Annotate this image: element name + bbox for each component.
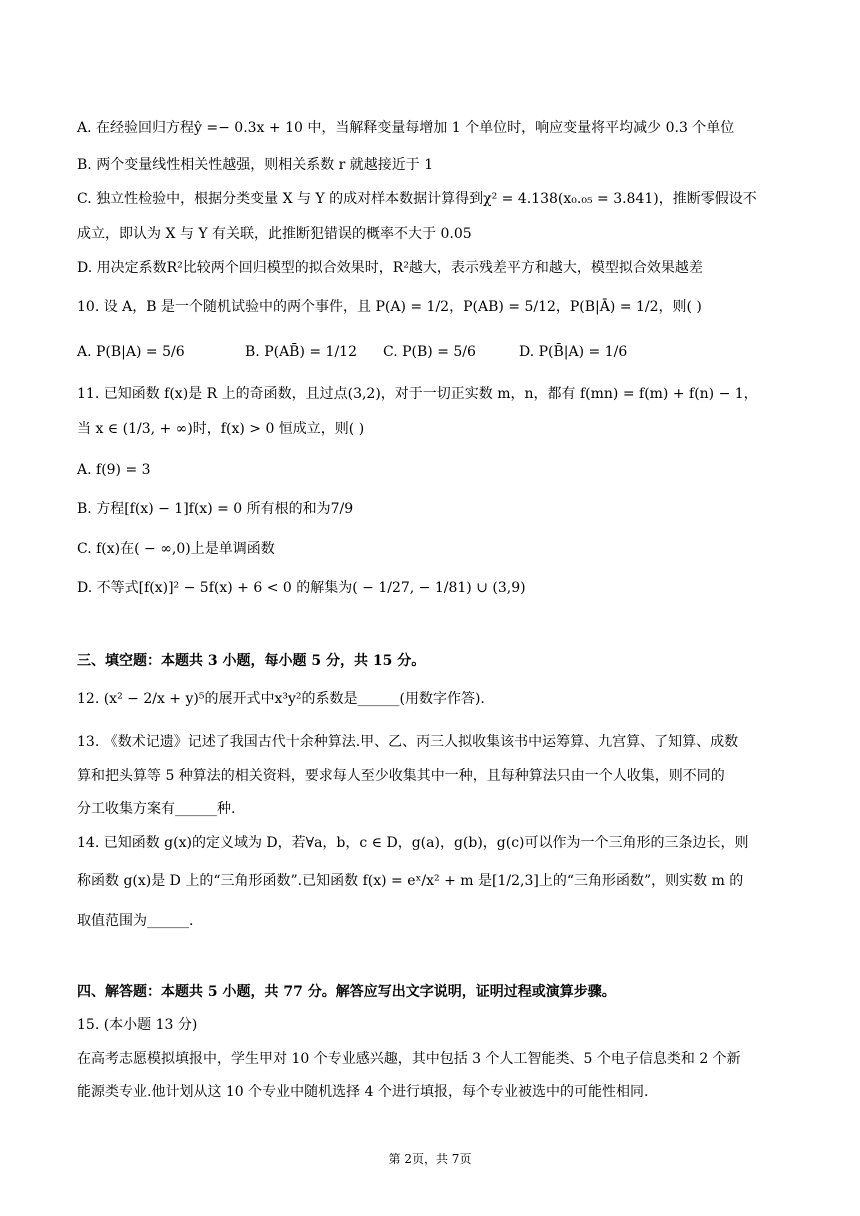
q14-line3: 取值范围为______. — [77, 913, 194, 929]
q13-line3: 分工收集方案有______种. — [77, 801, 236, 817]
q10-option-d: D. P(B̄|A) = 1/6 — [519, 344, 628, 360]
section-3-heading: 三、填空题：本题共 3 小题，每小题 5 分，共 15 分。 — [77, 653, 426, 669]
q15-line2: 能源类专业.他计划从这 10 个专业中随机选择 4 个进行填报，每个专业被选中的可能性相同. — [77, 1084, 649, 1100]
q13-line1: 13. 《数术记遗》记述了我国古代十余种算法.甲、乙、丙三人拟收集该书中运筹算、九宫算、了知算、成数 — [77, 734, 739, 750]
section-4-heading: 四、解答题：本题共 5 小题，共 77 分。解答应写出文字说明，证明过程或演算步骤。 — [77, 984, 616, 1000]
q9-option-d: D. 用决定系数R²比较两个回归模型的拟合效果时，R²越大，表示残差平方和越大，模型拟合效果越差 — [77, 260, 703, 276]
q14-line1: 14. 已知函数 g(x)的定义域为 D，若∀a，b，c ∈ D，g(a)，g(b)，g(c)可以作为一个三角形的三条边长，则 — [77, 835, 749, 851]
q11-option-c: C. f(x)在( − ∞,0)上是单调函数 — [77, 541, 275, 557]
q12-stem: 12. (x² − 2/x + y)⁵的展开式中x³y²的系数是______(用数字作答). — [77, 691, 485, 707]
q15-header: 15. (本小题 13 分) — [77, 1017, 198, 1033]
q9-option-c-line2: 成立，即认为 X 与 Y 有关联，此推断犯错误的概率不大于 0.05 — [77, 226, 472, 242]
q10-option-c: C. P(B) = 5/6 — [383, 344, 476, 360]
q9-option-b: B. 两个变量线性相关性越强，则相关系数 r 就越接近于 1 — [77, 157, 434, 173]
q15-line1: 在高考志愿模拟填报中，学生甲对 10 个专业感兴趣，其中包括 3 个人工智能类、5 个电子信息类和 2 个新 — [77, 1051, 741, 1067]
q11-option-a: A. f(9) = 3 — [77, 462, 151, 478]
q10-stem: 10. 设 A，B 是一个随机试验中的两个事件，且 P(A) = 1/2，P(AB) = 5/12，P(B|Ā) = 1/2，则( ) — [77, 299, 702, 315]
q13-line2: 算和把头算等 5 种算法的相关资料，要求每人至少收集其中一种，且每种算法只由一个人收集，则不同的 — [77, 768, 725, 784]
q9-option-a: A. 在经验回归方程ŷ =− 0.3x + 10 中，当解释变量每增加 1 个单位时，响应变量将平均减少 0.3 个单位 — [77, 120, 735, 136]
q11-option-d: D. 不等式[f(x)]² − 5f(x) + 6 < 0 的解集为( − 1/27, − 1/81) ∪ (3,9) — [77, 580, 526, 596]
q10-option-b: B. P(AB̄) = 1/12 — [245, 344, 357, 360]
q11-stem-line2: 当 x ∈ (1/3, + ∞)时，f(x) > 0 恒成立，则( ) — [77, 421, 365, 437]
q11-stem-line1: 11. 已知函数 f(x)是 R 上的奇函数，且过点(3,2)，对于一切正实数 m，n，都有 f(mn) = f(m) + f(n) − 1， — [77, 386, 758, 402]
page-footer: 第 2页，共 7页 — [388, 1152, 472, 1166]
q9-option-c-line1: C. 独立性检验中，根据分类变量 X 与 Y 的成对样本数据计算得到χ² = 4.138(x₀.₀₅ = 3.841)，推断零假设不 — [77, 191, 757, 207]
q11-option-b: B. 方程[f(x) − 1]f(x) = 0 所有根的和为7/9 — [77, 501, 354, 517]
q14-line2: 称函数 g(x)是 D 上的“三角形函数”.已知函数 f(x) = eˣ/x² + m 是[1/2,3]上的“三角形函数”，则实数 m 的 — [77, 873, 744, 889]
q10-option-a: A. P(B|A) = 5/6 — [77, 344, 185, 360]
